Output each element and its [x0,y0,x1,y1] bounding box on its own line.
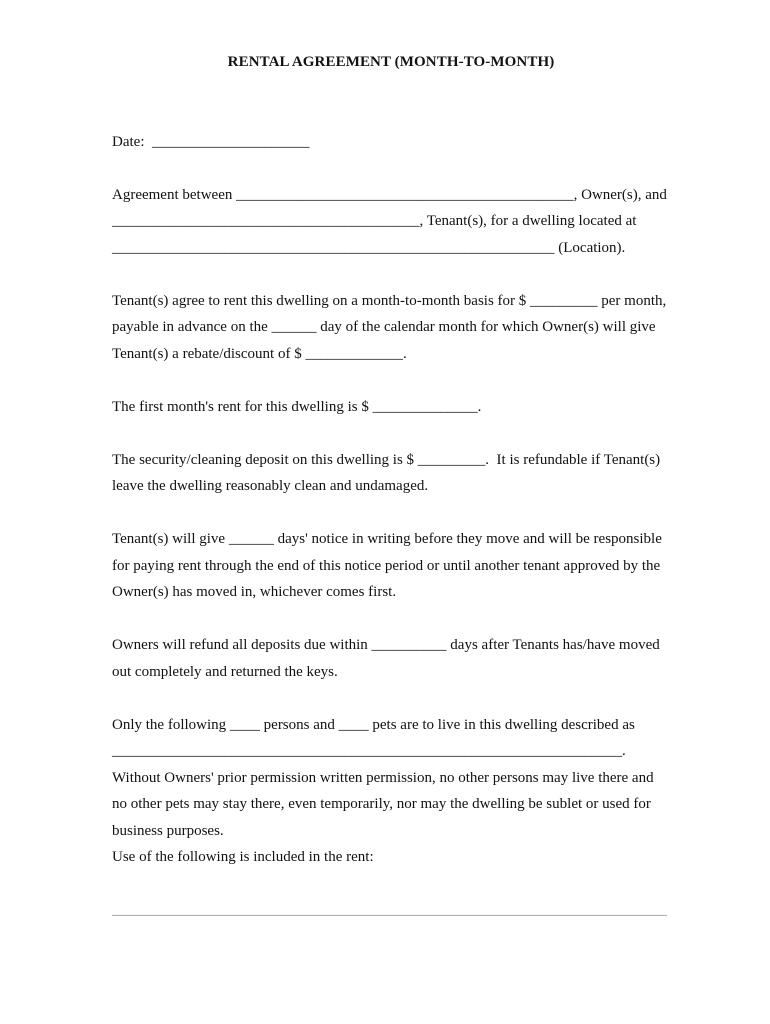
occupancy-blank-line: ____________________________________________________________________. [112,743,626,759]
notice-line-3: Owner(s) has moved in, whichever comes first. [112,584,397,600]
occupancy-line-5: business purposes. [112,822,224,839]
first-month-rent-line: The first month's rent for this dwelling is $ ______________. [112,398,482,415]
date-paragraph [112,129,670,156]
deposit-refund-line-1: Owners will refund all deposits due within __________ days after Tenants has/have moved [112,637,660,653]
parties-line-2: _________________________________________, Tenant(s), for a dwelling located at [112,213,637,229]
security-deposit-paragraph [112,447,670,500]
rent-terms-line-3: Tenant(s) a rebate/discount of $ _____________. [112,345,407,362]
parties-paragraph [112,182,670,262]
bottom-fill-in-rule: __________________________________________________________________________ [112,902,667,918]
rent-included-line: Use of the following is included in the rent: [112,849,374,865]
rent-terms-line-1: Tenant(s) agree to rent this dwelling on a month-to-month basis for $ _________ per month, [112,292,667,309]
parties-line-1: Agreement between _____________________________________________, Owner(s), and [112,186,667,203]
notice-line-1: Tenant(s) will give ______ days' notice in writing before they move and will be responsible [112,531,662,547]
rent-terms-paragraph [112,288,670,368]
document-title: RENTAL AGREEMENT (MONTH-TO-MONTH) [227,54,555,70]
occupancy-line-4: no other pets may stay there, even temporarily, nor may the dwelling be sublet or used for [112,796,651,812]
parties-line-3: ___________________________________________________________ (Location). [112,239,626,256]
deposit-refund-paragraph [112,632,670,685]
first-month-rent-paragraph [112,394,670,421]
security-deposit-line-2: leave the dwelling reasonably clean and undamaged. [112,478,429,494]
rent-terms-line-2: payable in advance on the ______ day of the calendar month for which Owner(s) will give [112,319,656,335]
occupancy-line-1: Only the following ____ persons and ____ pets are to live in this dwelling described as [112,716,635,733]
security-deposit-line-1: The security/cleaning deposit on this dwelling is $ _________. It is refundable if Tenant(s) [112,451,661,468]
occupancy-line-3: Without Owners' prior permission written permission, no other persons may live there and [112,769,654,786]
occupancy-paragraph [112,712,670,871]
deposit-refund-line-2: out completely and returned the keys. [112,663,338,680]
notice-line-2: for paying rent through the end of this notice period or until another tenant approved by the [112,557,661,574]
notice-paragraph [112,526,670,606]
date-line: Date: _____________________ [112,133,310,150]
